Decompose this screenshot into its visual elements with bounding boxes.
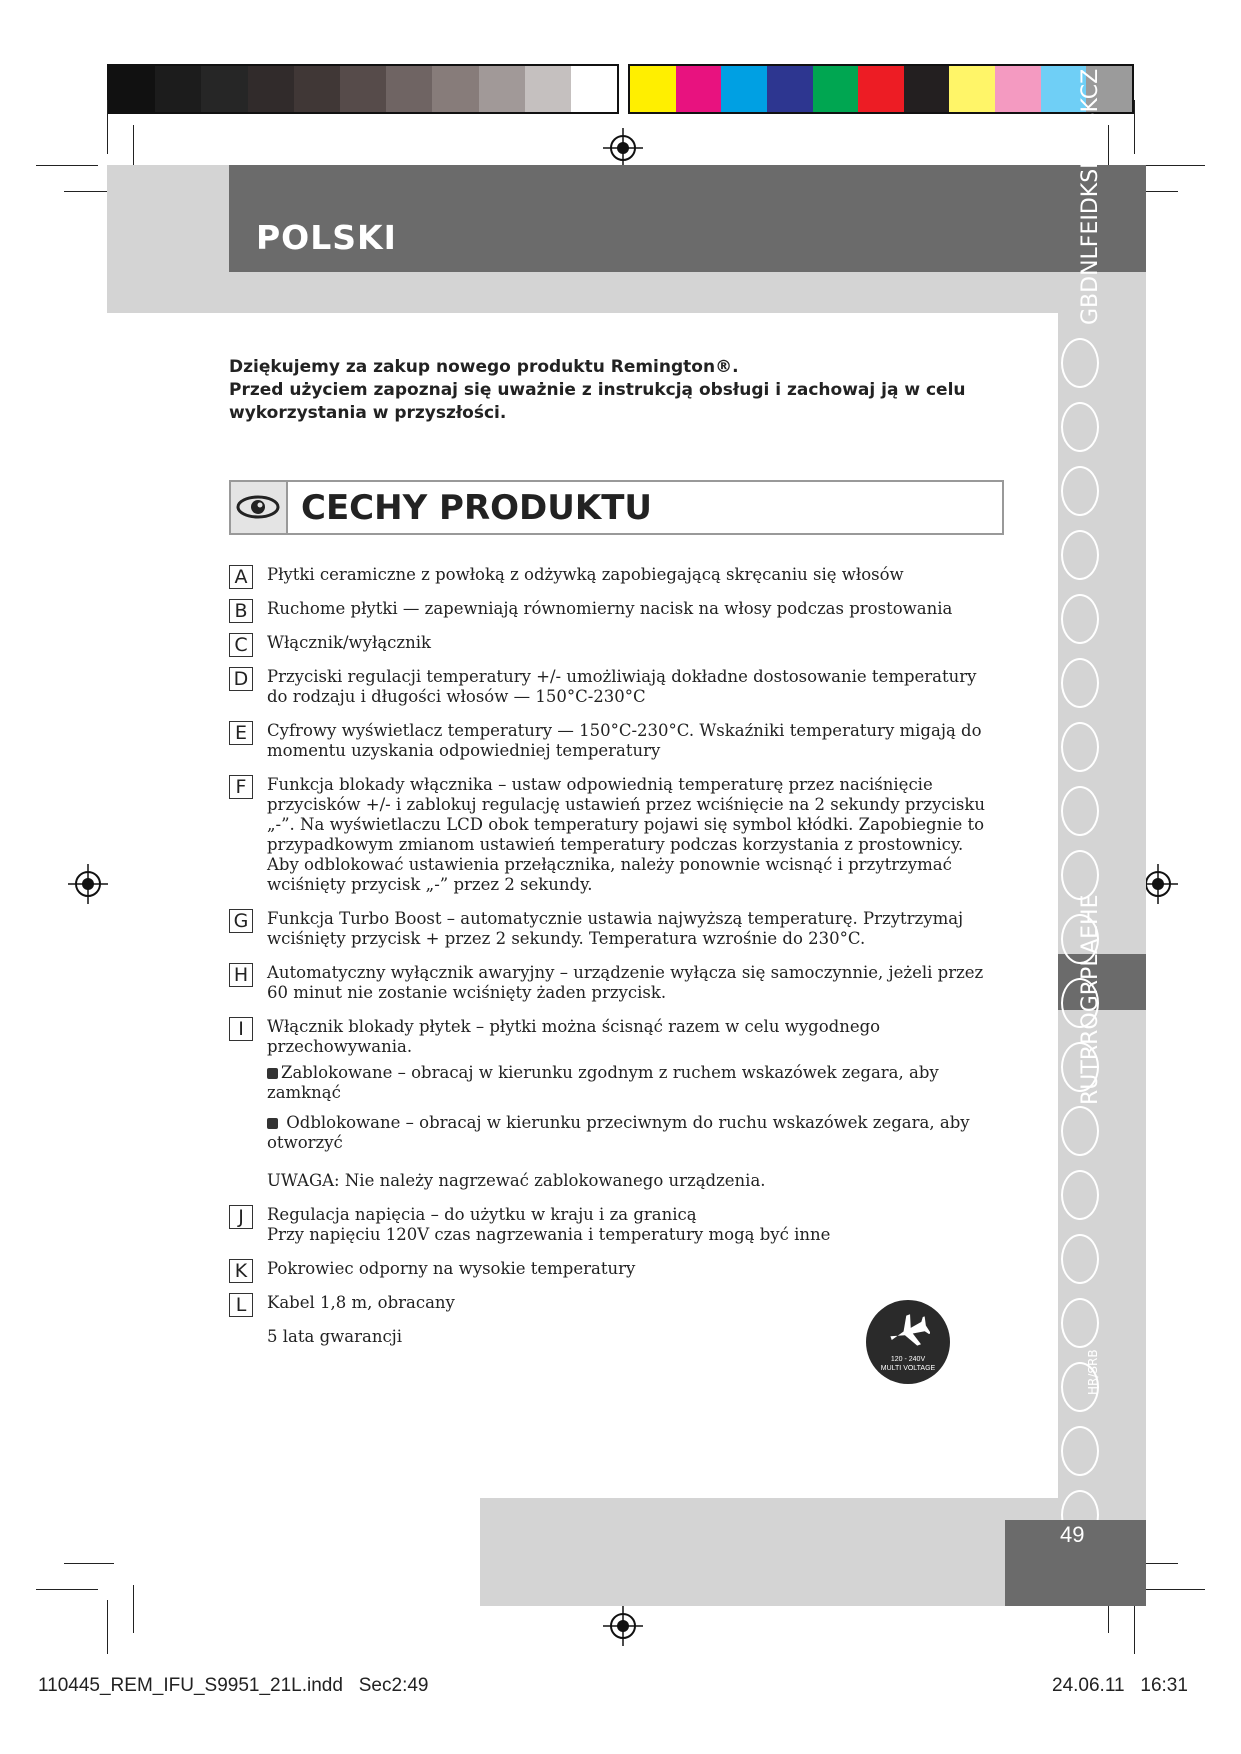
list-item — [229, 909, 999, 949]
color-swatch — [479, 66, 525, 112]
item-text: Automatyczny wyłącznik awaryjny – urządzenie wyłącza się samoczynnie, jeżeli przez 60 minut nie zostanie wciśnięty żaden przycisk. — [267, 963, 984, 1002]
oval-decor — [1061, 1234, 1099, 1284]
color-swatch — [432, 66, 478, 112]
intro-text — [229, 356, 989, 425]
warranty-text: 5 lata gwarancji — [267, 1327, 403, 1346]
language-codes-top: GBDNLFEIDKSFNPSKCZ — [1078, 68, 1103, 325]
crop-mark — [1134, 1600, 1135, 1654]
color-swatch — [995, 66, 1041, 112]
lock-closed-icon — [267, 1068, 278, 1079]
oval-decor — [1061, 1042, 1099, 1092]
list-item — [229, 775, 999, 895]
item-letter: G — [229, 909, 253, 933]
oval-decor — [1061, 1426, 1099, 1476]
oval-decor — [1061, 658, 1099, 708]
oval-decor — [1061, 786, 1099, 836]
page-title: POLSKI — [256, 218, 397, 257]
item-letter: J — [229, 1205, 253, 1229]
oval-decor — [1061, 530, 1099, 580]
color-swatch — [904, 66, 950, 112]
item-letter: D — [229, 667, 253, 691]
color-swatch — [294, 66, 340, 112]
oval-decor — [1061, 722, 1099, 772]
crop-mark — [36, 1589, 98, 1590]
item-letter: I — [229, 1017, 253, 1041]
color-swatch — [201, 66, 247, 112]
color-swatch — [340, 66, 386, 112]
language-codes-bottom: RUTRROGRPLAEHE — [1078, 894, 1103, 1105]
unlocked-text: Odblokowane – obracaj w kierunku przeciwnym do ruchu wskazówek zegara, aby otworzyć — [267, 1113, 970, 1152]
list-item — [229, 667, 999, 707]
list-item — [229, 633, 999, 656]
item-letter: H — [229, 963, 253, 987]
color-swatch — [721, 66, 767, 112]
crop-mark — [107, 100, 108, 154]
item-letter: L — [229, 1293, 253, 1317]
color-swatch — [813, 66, 859, 112]
list-item — [229, 1205, 999, 1245]
color-swatch — [630, 66, 676, 112]
multi-voltage-badge — [866, 1300, 950, 1384]
color-swatch — [767, 66, 813, 112]
crop-mark — [64, 1563, 114, 1564]
item-text: Regulacja napięcia – do użytku w kraju i za granicą — [267, 1205, 697, 1224]
item-letter: C — [229, 633, 253, 657]
oval-decor — [1061, 594, 1099, 644]
item-letter: K — [229, 1259, 253, 1283]
color-swatch — [525, 66, 571, 112]
item-letter: E — [229, 721, 253, 745]
oval-decor — [1061, 338, 1099, 388]
crop-mark — [107, 1600, 108, 1654]
color-swatch — [109, 66, 155, 112]
item-letter: F — [229, 775, 253, 799]
badge-label: MULTI VOLTAGE — [880, 1365, 936, 1372]
item-text: Cyfrowy wyświetlacz temperatury — 150°C-230°C. Wskaźniki temperatury migają do momentu uzyskania odpowiedniej temperatury — [267, 721, 982, 760]
oval-decor — [1061, 978, 1099, 1028]
unlocked-note — [229, 1113, 999, 1153]
color-swatch — [386, 66, 432, 112]
oval-decor — [1061, 1298, 1099, 1348]
item-text-2: Przy napięciu 120V czas nagrzewania i temperatury mogą być inne — [267, 1225, 831, 1244]
list-item — [229, 599, 999, 622]
warning-note: UWAGA: Nie należy nagrzewać zablokowanego urządzenia. — [267, 1171, 766, 1190]
item-text: Włącznik/wyłącznik — [267, 633, 432, 652]
color-bar-grayscale — [107, 64, 619, 114]
side-tab-top — [1058, 40, 1146, 330]
page-number: 49 — [1060, 1522, 1085, 1547]
list-item — [229, 721, 999, 761]
crop-mark — [1143, 1589, 1205, 1590]
item-letter: B — [229, 599, 253, 623]
crop-mark — [36, 165, 98, 166]
item-letter: A — [229, 565, 253, 589]
crop-mark — [1143, 165, 1205, 166]
list-item — [229, 963, 999, 1003]
intro-line-1: Dziękujemy za zakup nowego produktu Remington®. — [229, 357, 739, 377]
color-swatch — [858, 66, 904, 112]
badge-voltage: 120 - 240V — [890, 1356, 926, 1363]
color-swatch — [676, 66, 722, 112]
registration-mark-icon — [603, 128, 643, 168]
list-item — [229, 1017, 999, 1057]
footer-date: 24.06.11 16:31 — [1052, 1675, 1188, 1696]
locked-note — [229, 1063, 999, 1103]
item-text: Przyciski regulacji temperatury +/- umożliwiają dokładne dostosowanie temperatury do rodzaju i długości włosów — 150°C-230°C — [267, 667, 977, 706]
airplane-icon — [886, 1312, 930, 1352]
lock-open-icon — [267, 1118, 278, 1129]
intro-line-2: Przed użyciem zapoznaj się uważnie z instrukcją obsługi i zachowaj ją w celu wykorzystania w przyszłości. — [229, 380, 966, 423]
list-item — [229, 565, 999, 588]
color-swatch — [949, 66, 995, 112]
item-text: Pokrowiec odporny na wysokie temperatury — [267, 1259, 636, 1278]
oval-decor — [1061, 1106, 1099, 1156]
color-swatch — [248, 66, 294, 112]
registration-mark-icon — [68, 864, 108, 904]
oval-decor — [1061, 1170, 1099, 1220]
registration-mark-icon — [603, 1606, 643, 1646]
item-text: Płytki ceramiczne z powłoką z odżywką zapobiegającą skręcaniu się włosów — [267, 565, 904, 584]
eye-icon — [231, 482, 288, 533]
list-item — [229, 1259, 999, 1282]
item-text: Funkcja blokady włącznika – ustaw odpowiednią temperaturę przez naciśnięcie przycisków +/- i zablokuj regulację ustawień przez wciśnięcie na 2 sekundy przycisku „-”. Na wyświetlaczu LCD obok temperatury pojawi się symbol kłódki. Zapobiegnie to przypadkowym zmianom ustawień temperatury podczas korzystania z prostownicy. Aby odblokować ustawienia przełącznika, należy ponownie wcisnąć i przytrzymać wciśnięty przycisk „-” przez 2 sekundy. — [267, 775, 985, 894]
section-title: CECHY PRODUKTU — [301, 488, 653, 528]
oval-decor — [1061, 1362, 1099, 1412]
oval-decor — [1061, 466, 1099, 516]
color-swatch — [155, 66, 201, 112]
item-text: Funkcja Turbo Boost – automatycznie ustawia najwyższą temperaturę. Przytrzymaj wciśnięty przycisk + przez 2 sekundy. Temperatura wzrośnie do 230°C. — [267, 909, 964, 948]
color-swatch — [571, 66, 617, 112]
item-text: Ruchome płytki — zapewniają równomierny nacisk na włosy podczas prostowania — [267, 599, 953, 618]
oval-decor — [1061, 914, 1099, 964]
crop-mark — [133, 1585, 134, 1633]
item-text: Kabel 1,8 m, obracany — [267, 1293, 455, 1312]
oval-decor — [1061, 402, 1099, 452]
item-text: Włącznik blokady płytek – płytki można ścisnąć razem w celu wygodnego przechowywania. — [267, 1017, 881, 1056]
feature-list — [229, 565, 999, 1346]
side-oval-decor — [1061, 338, 1101, 1554]
footer-file: 110445_REM_IFU_S9951_21L.indd Sec2:49 — [38, 1675, 429, 1696]
locked-text: Zablokowane – obracaj w kierunku zgodnym z ruchem wskazówek zegara, aby zamknąć — [267, 1063, 939, 1102]
language-codes-small: HR/SRB — [1086, 1349, 1100, 1395]
oval-decor — [1061, 850, 1099, 900]
